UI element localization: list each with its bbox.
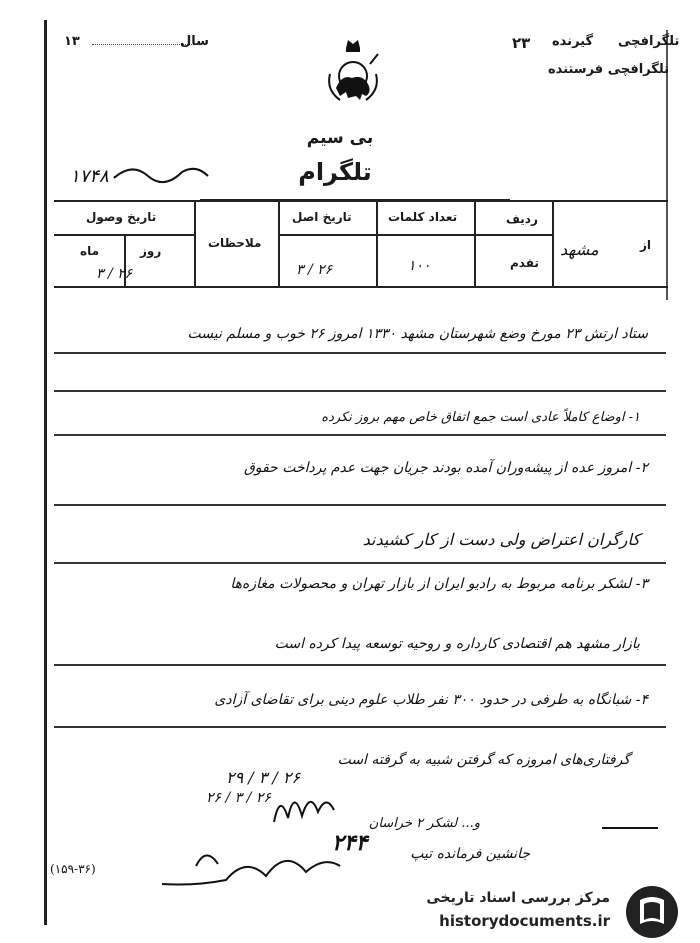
ruled-line xyxy=(54,390,666,392)
sender-label: تلگرافچی فرستنده xyxy=(548,62,670,77)
receiver-label: تلگرافچی xyxy=(618,34,680,49)
origin-date-value: ۲۶ / ۳ xyxy=(296,262,333,278)
signature-number: ۲۴۴ xyxy=(332,830,368,856)
message-line: گرفتاری‌های امروزه که گرفتن شبیه به گرفته است xyxy=(337,752,630,768)
serial-label: گیرنده xyxy=(552,34,594,49)
watermark-title: مرکز بررسی اسناد تاریخی xyxy=(426,890,610,906)
ruled-line xyxy=(54,664,666,666)
telegram-subtitle: بی سیم xyxy=(306,128,374,148)
row-label: ردیف xyxy=(506,212,538,226)
stamp-code: (۱۵۹-۳۶) xyxy=(50,862,96,876)
year-prefix: ۱۳ xyxy=(64,34,80,49)
stray-mark xyxy=(600,818,660,838)
telegram-title: تلگرام xyxy=(298,158,372,186)
month-label: ماه xyxy=(80,244,100,258)
message-line: ستاد ارتش ۲۳ مورخ وضع شهرستان مشهد ۱۳۳۰ امروز ۲۶ خوب و مسلم نیست xyxy=(187,326,648,342)
handwritten-figure: ۲۶ / ۳ / ۲۹ xyxy=(226,768,301,787)
ruled-line xyxy=(54,726,666,728)
watermark-url: historydocuments.ir xyxy=(439,912,610,930)
arrival-date-label: تاریخ وصول xyxy=(86,210,157,224)
message-line: کارگران اعتراض ولی دست از کار کشیدند xyxy=(362,530,640,549)
serial-number: ۲۳ xyxy=(512,34,531,52)
handwritten-scribble xyxy=(112,158,212,188)
signature-line: و... لشکر ۲ خراسان xyxy=(368,816,480,831)
handwritten-scribble xyxy=(270,782,340,830)
message-line: ۳- لشکر برنامه مربوط به رادیو ایران از بازار تهران و محصولات مغازه‌ها xyxy=(230,576,648,592)
message-line: ۲- امروز عده از پیشه‌وران آمده بودند جریان جهت عدم پرداخت حقوق xyxy=(243,460,648,476)
archive-watermark xyxy=(420,884,690,940)
message-line: ۴- شبانگاه به طرفی در حدود ۳۰۰ نفر طلاب علوم دینی برای تقاضای آزادی xyxy=(214,692,648,708)
origin-date-label: تاریخ اصل xyxy=(292,210,352,224)
year-label: سال xyxy=(180,34,209,49)
word-count-label: تعداد کلمات xyxy=(388,210,458,224)
word-count-value: ۱۰۰ xyxy=(408,258,431,274)
ruled-line xyxy=(54,562,666,564)
ruled-line xyxy=(54,434,666,436)
handwritten-signature xyxy=(156,836,346,896)
from-label: از xyxy=(640,238,652,252)
day-label: روز xyxy=(140,244,162,258)
lion-and-sun-emblem-icon xyxy=(322,34,384,108)
priority-label: تقدم xyxy=(510,256,539,270)
arrival-date-value: ۲۶ / ۳ xyxy=(96,266,133,282)
page-left-border xyxy=(44,20,47,925)
signature-line: جانشین فرمانده تیپ xyxy=(410,846,530,862)
ruled-line xyxy=(54,504,666,506)
message-line: بازار مشهد هم اقتصادی کارداره و روحیه توسعه پیدا کرده است xyxy=(274,636,640,652)
message-line: ۱- اوضاع کاملاً عادی است جمع اتفاق خاص مهم بروز نکرده xyxy=(321,410,640,425)
from-value: مشهد xyxy=(560,240,599,259)
handwritten-figure: ۲۶ / ۳ / ۲۶ xyxy=(206,790,271,806)
ruled-line xyxy=(54,352,666,354)
remarks-label: ملاحظات xyxy=(208,236,262,250)
handwritten-number: ۱۷۴۸۰ xyxy=(70,166,119,187)
archive-logo-icon xyxy=(624,884,680,940)
